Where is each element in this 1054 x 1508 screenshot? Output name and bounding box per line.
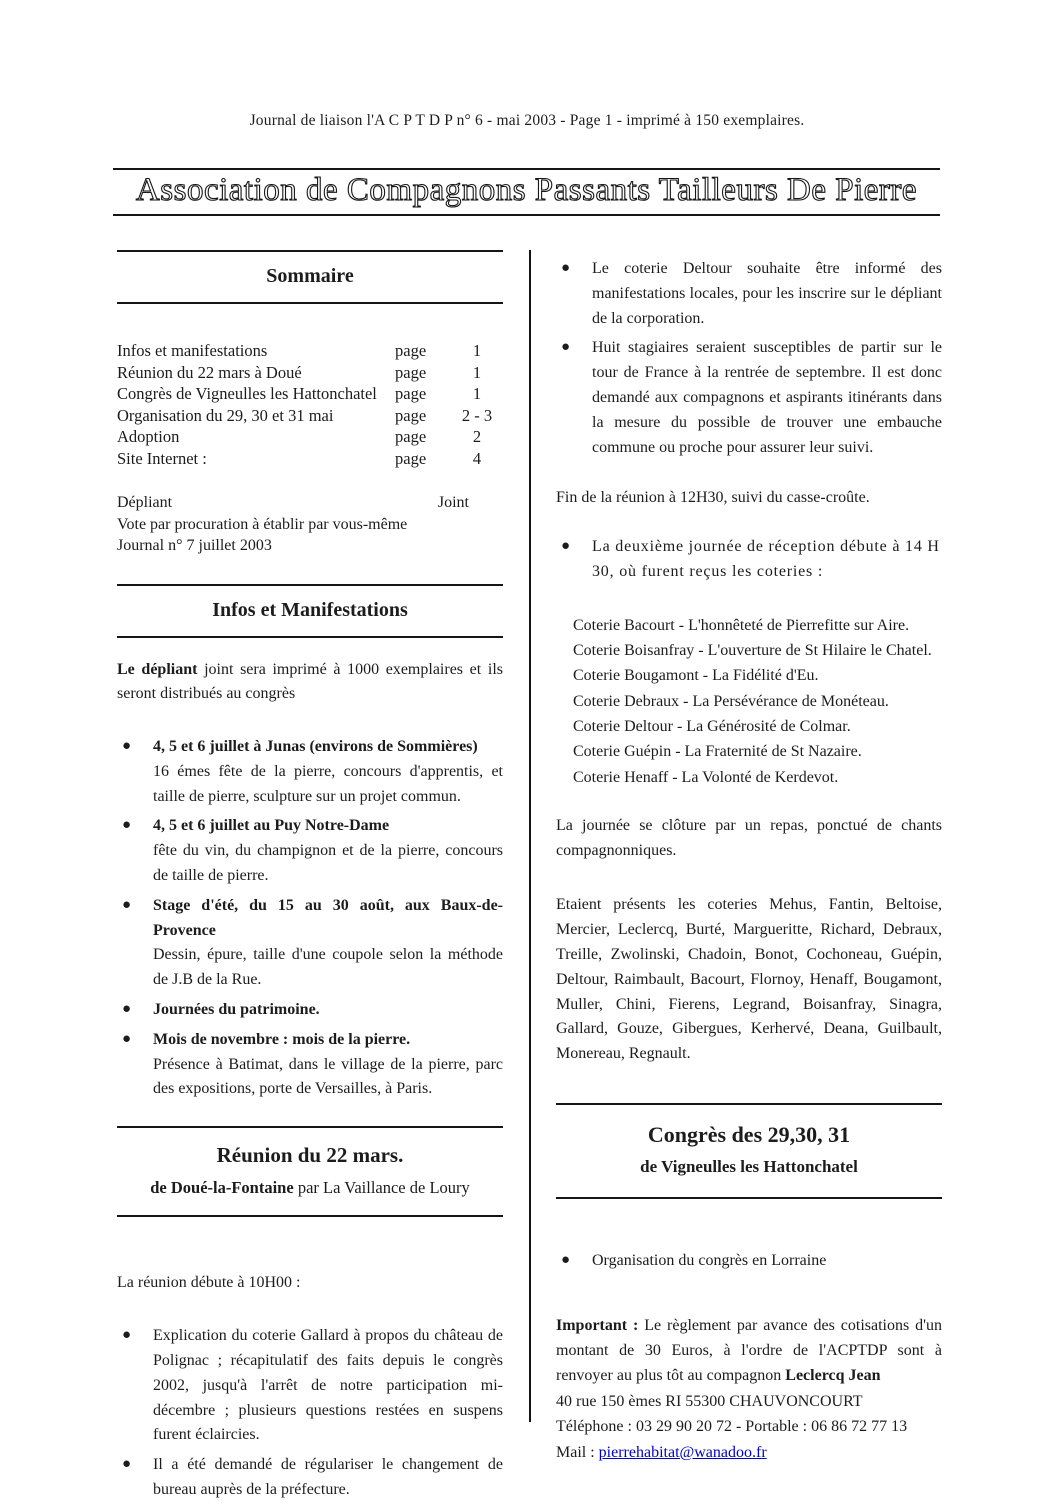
horizontal-rule	[117, 636, 503, 638]
important-paragraph	[556, 1314, 942, 1388]
contact-mail-line	[556, 1440, 942, 1466]
coterie-line: Coterie Debraux - La Persévérance de Monéteau.	[573, 692, 889, 710]
right-column	[556, 245, 942, 1465]
coterie-line: Coterie Boisanfray - L'ouverture de St Hilaire le Chatel.	[573, 642, 932, 660]
journal-next-line: Journal n° 7 juillet 2003	[117, 537, 272, 554]
toc-page-number: 2 - 3	[461, 405, 493, 425]
contact-phone: Téléphone : 03 29 90 20 72 - Portable : 06 86 72 77 13	[556, 1418, 908, 1436]
reunion-list	[117, 1324, 503, 1503]
congres-subtitle: de Vigneulles les Hattonchatel	[640, 1157, 858, 1177]
toc-page-number: 4	[472, 448, 482, 468]
depliant-paragraph-rest: joint sera imprimé à 1000 exemplaires et ils seront distribués au congrès	[117, 660, 503, 703]
toc-page-number: 2	[472, 427, 482, 446]
journal-header-line: Journal de liaison l'A C P T D P n° 6 - mai 2003 - Page 1 - imprimé à 150 exemplaires.	[249, 112, 805, 129]
reunion-point: Huit stagiaires seraient susceptibles de partir sur le tour de France à la rentrée de septembre. Il est donc demandé aux compagnons et aspirants itinérants dans la mesure du possible de trouver une embauche commune ou proche pour assurer leur suivi.	[592, 339, 942, 456]
bullet-icon: ●	[561, 1252, 571, 1269]
toc-entry-label: Infos et manifestations	[117, 341, 268, 360]
congres-title: Congrès des 29,30, 31	[647, 1122, 851, 1148]
vote-procuration-line: Vote par procuration à établir par vous-même	[117, 515, 408, 533]
presents-paragraph: Etaient présents les coteries Mehus, Fantin, Beltoise, Mercier, Leclercq, Burté, Margueritte, Richard, Debraux, Treille, Zwolinski, Chadoin, Bonot, Cochoneau, Guépin, Deltour, Raimbault, Bacourt, Flornoy, Henaff, Bougamont, Muller, Chini, Fierens, Legrand, Boisanfray, Sinagra, Gallard, Gouze, Gibergues, Kerhervé, Deana, Guilbault, Monereau, Regnault.	[556, 896, 942, 1063]
bullet-icon: ●	[122, 1456, 132, 1473]
list-item	[117, 735, 503, 809]
deuxieme-journee-text: La deuxième journée de réception débute à 14 H 30, où furent reçus les coteries :	[592, 538, 940, 580]
toc-entry-label: Adoption	[117, 427, 180, 446]
organisation-list	[556, 1249, 942, 1274]
reunion-point: Explication du coterie Gallard à propos du château de Polignac ; récapitulatif des faits depuis le congrès 2002, jusqu'à l'arrêt de notre participation mi-décembre ; plusieurs questions restées en suspens furent éclaircies.	[153, 1327, 503, 1444]
bullet-icon: ●	[122, 817, 132, 834]
reunion-subtitle-bold: de Doué-la-Fontaine	[150, 1177, 294, 1197]
event-title: Journées du patrimoine.	[153, 1001, 320, 1019]
list-item	[117, 894, 503, 993]
depliant-paragraph-bold: Le dépliant	[117, 660, 198, 678]
coterie-line: Coterie Bacourt - L'honnêteté de Pierrefitte sur Aire.	[573, 616, 910, 634]
bullet-icon: ●	[122, 1001, 132, 1018]
contact-address: 40 rue 150 èmes RI 55300 CHAUVONCOURT	[556, 1392, 863, 1410]
reunion-subtitle	[117, 1175, 503, 1216]
list-item	[117, 1028, 503, 1102]
toc-page-word: page	[395, 384, 427, 403]
masthead-banner	[113, 168, 940, 216]
toc-row	[117, 426, 503, 448]
important-label: Important :	[556, 1317, 639, 1335]
table-of-contents	[117, 340, 503, 469]
toc-entry-label: Site Internet :	[117, 448, 207, 468]
contact-name: Leclercq Jean	[785, 1366, 881, 1384]
column-divider	[529, 250, 531, 1422]
event-title: 4, 5 et 6 juillet à Junas (environs de Sommières)	[153, 738, 478, 756]
depliant-label: Dépliant	[117, 494, 173, 511]
horizontal-rule	[117, 302, 503, 304]
association-title: Association de Compagnons Passants Tailleurs De Pierre	[135, 172, 918, 208]
cloture-paragraph: La journée se clôture par un repas, ponctué de chants compagnonniques.	[556, 816, 942, 859]
toc-row	[117, 340, 503, 362]
list-item	[556, 535, 942, 585]
toc-row	[117, 448, 503, 470]
reunion-title: Réunion du 22 mars.	[216, 1143, 404, 1168]
event-detail: Présence à Batimat, dans le village de la pierre, parc des expositions, porte de Versailles, à Paris.	[153, 1055, 503, 1098]
reunion-continued-list	[556, 257, 942, 460]
toc-row	[117, 383, 503, 405]
toc-entry-label: Congrès de Vigneulles les Hattonchatel	[117, 384, 377, 403]
mail-label: Mail :	[556, 1443, 599, 1461]
bullet-icon: ●	[122, 1327, 132, 1344]
list-item	[117, 814, 503, 888]
reunion-intro: La réunion débute à 10H00 :	[117, 1274, 301, 1292]
coterie-line: Coterie Henaff - La Volonté de Kerdevot.	[573, 768, 839, 786]
left-column	[117, 250, 503, 1508]
list-item	[117, 1453, 503, 1503]
coterie-line: Coterie Deltour - La Générosité de Colmar.	[573, 717, 851, 735]
coterie-line: Coterie Bougamont - La Fidélité d'Eu.	[573, 667, 819, 685]
important-text: Le règlement par avance des cotisations d'un montant de 30 Euros, à l'ordre de l'ACPTDP sont à renvoyer au plus tôt au compagnon	[556, 1317, 943, 1384]
depliant-row	[117, 492, 503, 514]
reunion-section-header	[117, 1126, 503, 1217]
toc-page-word: page	[395, 448, 427, 468]
reunion-point: Le coterie Deltour souhaite être informé des manifestations locales, pour les inscrire sur le dépliant de la corporation.	[592, 260, 942, 327]
infos-title: Infos et Manifestations	[212, 598, 408, 621]
event-title: Stage d'été, du 15 au 30 août, aux Baux-de-Provence	[153, 896, 503, 939]
toc-page-number: 1	[472, 341, 482, 360]
fin-reunion-line: Fin de la réunion à 12H30, suivi du casse-croûte.	[556, 489, 870, 507]
bullet-icon: ●	[561, 260, 571, 276]
toc-page-word: page	[395, 405, 427, 425]
infos-section-header	[117, 584, 503, 638]
horizontal-rule	[117, 1215, 503, 1217]
horizontal-rule	[556, 1197, 942, 1199]
sommaire-section-header	[117, 250, 503, 304]
bullet-icon: ●	[122, 896, 132, 913]
list-item	[556, 257, 942, 331]
toc-row	[117, 405, 503, 427]
coterie-line: Coterie Guépin - La Fraternité de St Nazaire.	[573, 743, 862, 761]
toc-page-word: page	[395, 341, 427, 360]
event-detail: fête du vin, du champignon et de la pierre, concours de taille de pierre.	[153, 842, 503, 885]
reunion-point: Il a été demandé de régulariser le changement de bureau auprès de la préfecture.	[153, 1456, 503, 1498]
toc-page-number: 1	[472, 384, 482, 403]
toc-entry-label: Réunion du 22 mars à Doué	[117, 362, 302, 382]
bullet-icon: ●	[561, 339, 571, 356]
toc-row	[117, 362, 503, 384]
list-item	[556, 1249, 942, 1274]
coteries-list	[556, 613, 942, 790]
organisation-title: Organisation du congrès en Lorraine	[592, 1252, 827, 1270]
list-item	[117, 1324, 503, 1448]
toc-entry-label: Organisation du 29, 30 et 31 mai	[117, 405, 334, 425]
toc-page-word: page	[395, 362, 427, 382]
bullet-icon: ●	[122, 1030, 132, 1047]
event-title: 4, 5 et 6 juillet au Puy Notre-Dame	[153, 817, 390, 835]
depliant-value: Joint	[437, 494, 469, 511]
manifestations-list	[117, 735, 503, 1102]
mail-link[interactable]: pierrehabitat@wanadoo.fr	[598, 1443, 767, 1461]
list-item	[556, 336, 942, 460]
event-detail: 16 émes fête de la pierre, concours d'apprentis, et taille de pierre, sculpture sur un projet commun.	[153, 762, 503, 805]
toc-page-word: page	[395, 427, 427, 446]
toc-page-number: 1	[472, 362, 482, 382]
depliant-paragraph	[117, 658, 503, 708]
deuxieme-journee-list	[556, 535, 942, 585]
bullet-icon: ●	[561, 538, 571, 555]
congres-section-header	[556, 1103, 942, 1199]
list-item	[117, 998, 503, 1023]
sommaire-extras	[117, 492, 503, 557]
bullet-icon: ●	[122, 738, 132, 755]
sommaire-title: Sommaire	[266, 265, 354, 287]
reunion-subtitle-rest: par La Vaillance de Loury	[293, 1177, 470, 1197]
event-detail: Dessin, épure, taille d'une coupole selon la méthode de J.B de la Rue.	[153, 946, 503, 989]
event-title: Mois de novembre : mois de la pierre.	[153, 1030, 411, 1048]
